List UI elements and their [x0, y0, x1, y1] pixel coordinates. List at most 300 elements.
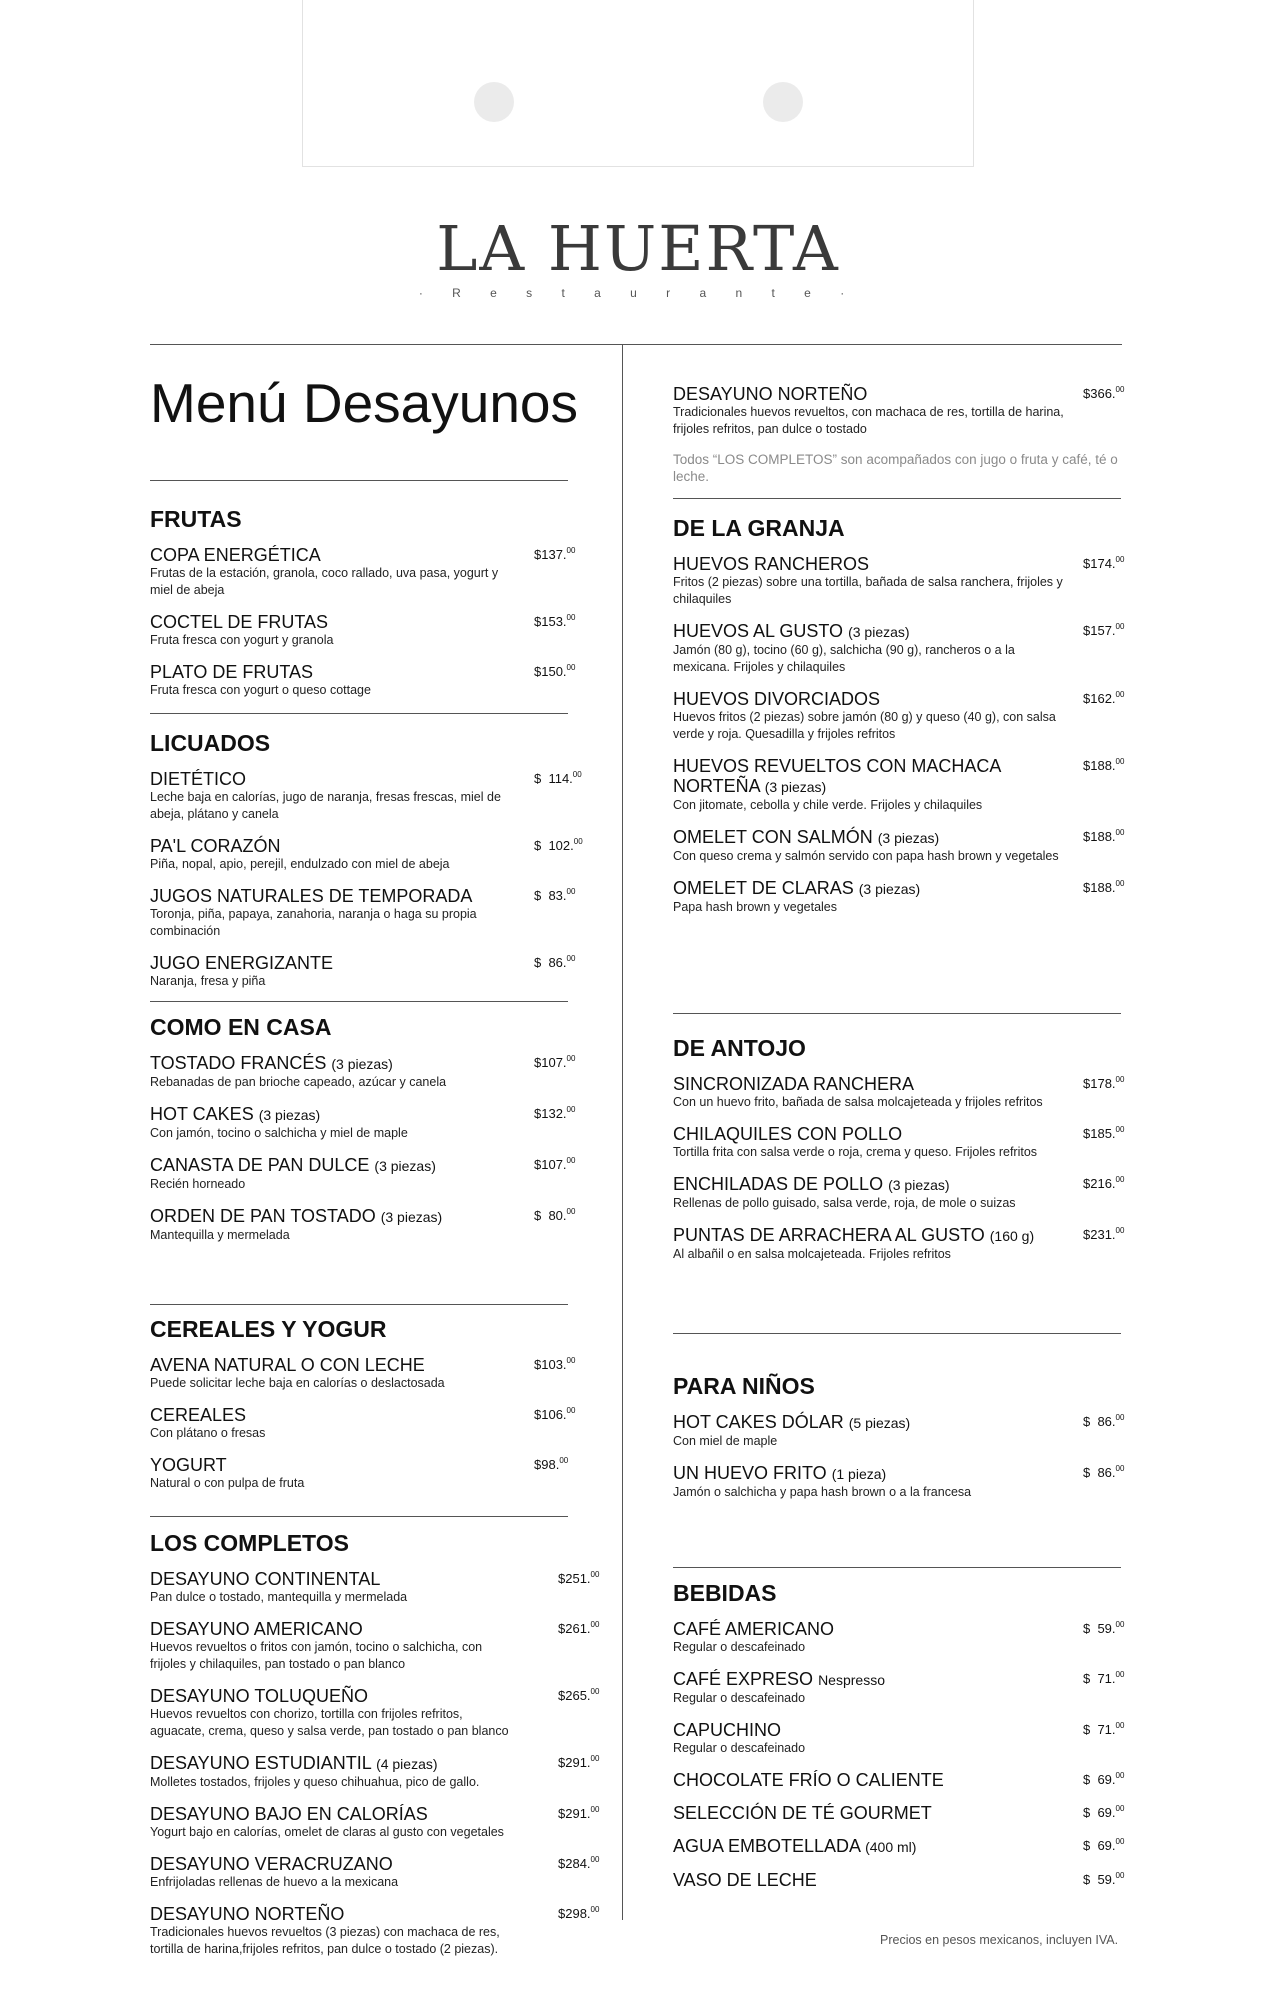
price-cents: 00	[566, 1406, 576, 1415]
brand-subtitle: · R e s t a u r a n t e ·	[418, 286, 858, 300]
menu-item-price	[1083, 757, 1124, 773]
page-title: Menú Desayunos	[150, 372, 579, 434]
menu-item	[673, 1803, 1125, 1823]
menu-item-description: Con miel de maple	[673, 1434, 778, 1448]
menu-item	[673, 827, 1125, 865]
price-cents: 00	[566, 613, 576, 622]
menu-item-price	[1083, 1125, 1124, 1141]
menu-item-description: Natural o con pulpa de fruta	[150, 1476, 305, 1490]
menu-item-name-text: ENCHILADAS DE POLLO	[673, 1174, 884, 1194]
price-value: $291.	[558, 1806, 591, 1821]
header-divider	[150, 344, 1122, 345]
menu-item	[673, 384, 1125, 438]
menu-item	[673, 1463, 1125, 1501]
price-cents: 00	[590, 1905, 600, 1914]
price-value: $ 86.	[1083, 1465, 1116, 1480]
menu-item	[673, 1412, 1125, 1450]
price-value: $ 83.	[534, 888, 567, 903]
menu-item-name	[150, 1804, 578, 1824]
menu-item-name	[673, 1412, 1125, 1433]
menu-item-price	[534, 1054, 575, 1070]
menu-item-description: Puede solicitar leche baja en calorías o deslactosada	[150, 1376, 445, 1390]
menu-item-price	[1083, 1871, 1124, 1887]
price-cents: 00	[1115, 1804, 1125, 1813]
menu-item-name	[673, 1225, 1125, 1246]
menu-item-price	[534, 1207, 575, 1223]
menu-item-description: Fritos (2 piezas) sobre una tortilla, bañada de salsa ranchera, frijoles y chilaquiles	[673, 575, 1063, 606]
price-value: $107.	[534, 1055, 567, 1070]
price-value: $ 86.	[534, 955, 567, 970]
menu-item	[150, 836, 583, 873]
menu-item-price	[534, 837, 583, 853]
price-cents: 00	[1115, 1464, 1125, 1473]
menu-item-qty: (1 pieza)	[831, 1466, 887, 1482]
menu-item	[673, 1770, 1125, 1790]
price-cents: 00	[590, 1620, 600, 1629]
price-value: $153.	[534, 614, 567, 629]
menu-item-name	[673, 1669, 1125, 1690]
menu-item-price	[1083, 1771, 1124, 1787]
menu-item-name-text: DESAYUNO TOLUQUEÑO	[150, 1686, 369, 1706]
menu-item-name-text: SINCRONIZADA RANCHERA	[673, 1074, 915, 1094]
brand-logo	[0, 212, 1276, 300]
menu-item-name	[150, 886, 578, 906]
section-title: FRUTAS	[150, 506, 242, 532]
menu-item-price	[1083, 622, 1124, 638]
price-cents: 00	[590, 1570, 600, 1579]
price-cents: 00	[1115, 828, 1125, 837]
section-divider	[150, 1516, 568, 1517]
menu-item-name	[673, 1619, 1125, 1639]
price-cents: 00	[1115, 385, 1125, 394]
menu-item-description: Regular o descafeinado	[673, 1691, 806, 1705]
price-value: $ 102.	[534, 838, 574, 853]
menu-item-name-text: ORDEN DE PAN TOSTADO	[150, 1206, 376, 1226]
menu-item-qty: (3 piezas)	[888, 1177, 950, 1193]
menu-item-name-text: CEREALES	[150, 1405, 247, 1425]
section-divider	[673, 1013, 1121, 1014]
menu-item-name	[150, 1405, 578, 1425]
menu-item-description: Mantequilla y mermelada	[150, 1228, 290, 1242]
price-value: $106.	[534, 1407, 567, 1422]
price-value: $188.	[1083, 880, 1116, 895]
price-cents: 00	[1115, 879, 1125, 888]
section-bebidas	[673, 1580, 1125, 1903]
header-placeholder-card	[302, 0, 974, 167]
price-cents: 00	[590, 1855, 600, 1864]
menu-item-price	[1083, 1837, 1124, 1853]
menu-item-description: Huevos fritos (2 piezas) sobre jamón (80 g) y queso (40 g), con salsa verde y roja. Quesadilla y frijoles refritos	[673, 710, 1056, 741]
menu-item-price	[1083, 1670, 1124, 1686]
menu-item-description: Con jitomate, cebolla y chile verde. Frijoles y chilaquiles	[673, 798, 983, 812]
price-value: $366.	[1083, 386, 1116, 401]
menu-item-name-text: HUEVOS DIVORCIADOS	[673, 689, 881, 709]
price-value: $132.	[534, 1106, 567, 1121]
menu-item-name-text: PLATO DE FRUTAS	[150, 662, 314, 682]
menu-item-name	[150, 545, 578, 565]
section-licuados	[150, 730, 583, 1003]
price-cents: 00	[1115, 757, 1125, 766]
menu-item-name	[150, 953, 578, 973]
menu-item	[673, 878, 1125, 916]
menu-item-price	[558, 1620, 599, 1636]
menu-item	[673, 1720, 1125, 1757]
price-value: $188.	[1083, 758, 1116, 773]
brand-name: LA HUERTA	[436, 212, 840, 285]
menu-item-name	[150, 662, 578, 682]
price-cents: 00	[1115, 1721, 1125, 1730]
menu-item-name	[673, 756, 1125, 797]
price-value: $ 71.	[1083, 1671, 1116, 1686]
menu-item-description: Huevos revueltos con chorizo, tortilla con frijoles refritos, aguacate, crema, queso y salsa verde, pan tostado o pan blanco	[150, 1707, 509, 1738]
price-cents: 00	[566, 546, 576, 555]
menu-item-description: Al albañil o en salsa molcajeteada. Frijoles refritos	[673, 1247, 951, 1261]
menu-item-name-text: CHILAQUILES CON POLLO	[673, 1124, 903, 1144]
menu-item-name-text: DESAYUNO VERACRUZANO	[150, 1854, 393, 1874]
menu-item-price	[1083, 879, 1124, 895]
price-value: $ 69.	[1083, 1838, 1116, 1853]
menu-item-description: Pan dulce o tostado, mantequilla y mermelada	[150, 1590, 408, 1604]
menu-item-qty: (3 piezas)	[374, 1158, 436, 1174]
menu-item-description: Regular o descafeinado	[673, 1640, 806, 1654]
section-title: DE ANTOJO	[673, 1035, 806, 1061]
price-value: $137.	[534, 547, 567, 562]
menu-item-description: Rebanadas de pan brioche capeado, azúcar y canela	[150, 1075, 447, 1089]
menu-item-name	[150, 769, 578, 789]
menu-item	[150, 1206, 578, 1244]
menu-item-name-text: DESAYUNO CONTINENTAL	[150, 1569, 381, 1589]
menu-item-name	[150, 1619, 578, 1639]
menu-item-price	[558, 1805, 599, 1821]
menu-item-price	[1083, 1620, 1124, 1636]
column-divider	[622, 344, 623, 1920]
section-title: LOS COMPLETOS	[150, 1530, 349, 1556]
menu-item-description: Regular o descafeinado	[673, 1741, 806, 1755]
section-como-en-casa	[150, 1014, 578, 1257]
menu-item	[673, 1669, 1125, 1707]
menu-item-price	[534, 1105, 575, 1121]
price-cents: 00	[573, 837, 583, 846]
price-cents: 00	[590, 1687, 600, 1696]
section-divider	[150, 1001, 568, 1002]
menu-item-name	[150, 1355, 578, 1375]
price-value: $162.	[1083, 691, 1116, 706]
menu-item-name	[673, 1174, 1125, 1195]
menu-item-name-text: VASO DE LECHE	[673, 1870, 817, 1890]
menu-item	[150, 1104, 578, 1142]
menu-item	[673, 689, 1125, 743]
menu-item-name-text: PUNTAS DE ARRACHERA AL GUSTO	[673, 1225, 985, 1245]
section-title: LICUADOS	[150, 730, 271, 756]
menu-item-name-text: COPA ENERGÉTICA	[150, 545, 321, 565]
menu-item-description: Huevos revueltos o fritos con jamón, tocino o salchicha, con frijoles y chilaquiles, pan tostado o pan blanco	[150, 1640, 483, 1671]
menu-item-price	[558, 1855, 599, 1871]
menu-item-description: Con queso crema y salmón servido con papa hash brown y vegetales	[673, 849, 1059, 863]
price-cents: 00	[572, 770, 582, 779]
section-granja	[673, 515, 1125, 929]
menu-item	[150, 612, 578, 649]
price-value: $ 114.	[534, 771, 573, 786]
menu-item-description: Con jamón, tocino o salchicha y miel de maple	[150, 1126, 408, 1140]
menu-item	[673, 756, 1125, 814]
menu-item-description: Con un huevo frito, bañada de salsa molcajeteada y frijoles refritos	[673, 1095, 1043, 1109]
menu-item-name	[150, 1455, 578, 1475]
menu-item	[150, 1686, 600, 1740]
menu-item-name-text: OMELET CON SALMÓN	[673, 827, 873, 847]
section-cereales	[150, 1316, 578, 1505]
menu-item-description: Con plátano o fresas	[150, 1426, 266, 1440]
menu-item-description: Papa hash brown y vegetales	[673, 900, 837, 914]
section-title: DE LA GRANJA	[673, 515, 845, 541]
menu-item-price	[534, 663, 575, 679]
price-value: $103.	[534, 1357, 567, 1372]
menu-item-name	[150, 1753, 578, 1774]
price-value: $231.	[1083, 1227, 1116, 1242]
menu-item-description: Tradicionales huevos revueltos (3 piezas) con machaca de res, tortilla de harina,frijoles refritos, pan dulce o tostado (2 piezas).	[150, 1925, 500, 1956]
menu-item-name	[150, 1569, 578, 1589]
menu-item-price	[1083, 690, 1124, 706]
menu-item	[150, 1053, 578, 1091]
menu-item-price	[1083, 1804, 1124, 1820]
price-value: $107.	[534, 1157, 567, 1172]
menu-item-name	[673, 1720, 1125, 1740]
price-value: $150.	[534, 664, 567, 679]
menu-item-price	[534, 954, 575, 970]
price-cents: 00	[566, 1207, 576, 1216]
menu-item-description: Tradicionales huevos revueltos, con machaca de res, tortilla de harina, frijoles refritos, pan dulce o tostado	[673, 405, 1064, 436]
menu-item-price	[1083, 1175, 1124, 1191]
menu-item-name	[673, 827, 1125, 848]
menu-item-description: Toronja, piña, papaya, zanahoria, naranja o haga su propia combinación	[150, 907, 477, 938]
menu-item-name	[150, 1155, 578, 1176]
menu-item-name-text: HUEVOS REVUELTOS CON MACHACA NORTEÑA	[673, 756, 1001, 796]
menu-item-name-text: PA'L CORAZÓN	[150, 836, 281, 856]
menu-item-name	[150, 1686, 578, 1706]
menu-item-price	[558, 1570, 599, 1586]
section-norteno-top	[673, 384, 1125, 485]
menu-item-price	[1083, 1075, 1124, 1091]
menu-item-qty: (3 piezas)	[258, 1107, 321, 1123]
price-cents: 00	[566, 954, 576, 963]
menu-item-qty: (3 piezas)	[331, 1056, 393, 1072]
menu-item-price	[534, 887, 575, 903]
menu-item-name-text: JUGOS NATURALES DE TEMPORADA	[150, 886, 473, 906]
menu-item-price	[534, 1406, 575, 1422]
menu-item-description: Molletes tostados, frijoles y queso chihuahua, pico de gallo.	[150, 1775, 480, 1789]
menu-item-price	[534, 546, 575, 562]
menu-item-name-text: AGUA EMBOTELLADA	[673, 1836, 861, 1856]
menu-item	[150, 1455, 578, 1492]
price-value: $174.	[1083, 556, 1116, 571]
menu-item-description: Yogurt bajo en calorías, omelet de claras al gusto con vegetales	[150, 1825, 504, 1839]
price-value: $ 59.	[1083, 1872, 1116, 1887]
menu-item	[150, 545, 578, 599]
price-cents: 00	[1115, 1771, 1125, 1780]
price-cents: 00	[1115, 1175, 1125, 1184]
section-antojo	[673, 1035, 1125, 1276]
price-cents: 00	[1115, 1125, 1125, 1134]
price-cents: 00	[1115, 555, 1125, 564]
menu-item-name-text: CAFÉ AMERICANO	[673, 1619, 835, 1639]
menu-item-name	[673, 1463, 1125, 1484]
menu-item-price	[1083, 385, 1124, 401]
price-value: $261.	[558, 1621, 591, 1636]
menu-item	[150, 886, 578, 940]
menu-item-name-text: DESAYUNO NORTEÑO	[673, 384, 868, 404]
price-value: $ 69.	[1083, 1772, 1116, 1787]
menu-item-name	[150, 1904, 578, 1924]
menu-item-price	[1083, 555, 1124, 571]
menu-item-qty: (3 piezas)	[858, 881, 921, 897]
menu-item-description: Jamón o salchicha y papa hash brown o a la francesa	[673, 1485, 972, 1499]
menu-item-qty: (400 ml)	[865, 1839, 917, 1855]
menu-item-description: Naranja, fresa y piña	[150, 974, 266, 988]
price-value: $265.	[558, 1688, 591, 1703]
price-value: $ 86.	[1083, 1414, 1116, 1429]
menu-item-name-text: DESAYUNO AMERICANO	[150, 1619, 363, 1639]
menu-item-name-text: TOSTADO FRANCÉS	[150, 1053, 327, 1073]
price-cents: 00	[1115, 622, 1125, 631]
menu-item-name	[150, 1053, 578, 1074]
menu-item-name	[673, 1836, 1125, 1857]
menu-item-description: Rellenas de pollo guisado, salsa verde, roja, de mole o suizas	[673, 1196, 1016, 1210]
circle-placeholder-icon	[763, 82, 803, 122]
menu-item-price	[1083, 1721, 1124, 1737]
menu-item-name-text: HUEVOS AL GUSTO	[673, 621, 844, 641]
section-divider	[150, 1304, 568, 1305]
menu-item-name	[673, 878, 1125, 899]
menu-item-qty: (160 g)	[989, 1228, 1035, 1244]
menu-item	[673, 1174, 1125, 1212]
menu-item-name	[673, 1770, 1125, 1790]
menu-item-price	[534, 1356, 575, 1372]
price-value: $ 71.	[1083, 1722, 1116, 1737]
menu-item	[150, 1804, 600, 1841]
menu-item	[673, 1836, 1125, 1857]
menu-item-description: Fruta fresca con yogurt y granola	[150, 633, 334, 647]
menu-item	[673, 1124, 1125, 1161]
menu-item-name-text: HUEVOS RANCHEROS	[673, 554, 870, 574]
menu-item-name	[673, 621, 1125, 642]
price-value: $157.	[1083, 623, 1116, 638]
price-cents: 00	[566, 1156, 576, 1165]
menu-item-price	[1083, 828, 1124, 844]
menu-item	[150, 1155, 578, 1193]
menu-item	[673, 621, 1125, 676]
menu-item-price	[534, 1456, 568, 1472]
price-cents: 00	[566, 1356, 576, 1365]
menu-item	[150, 1405, 578, 1442]
menu-item-name	[150, 836, 578, 856]
menu-item-name	[673, 1124, 1125, 1144]
price-value: $298.	[558, 1906, 591, 1921]
menu-item-name-text: DESAYUNO BAJO EN CALORÍAS	[150, 1804, 428, 1824]
price-value: $ 59.	[1083, 1621, 1116, 1636]
price-cents: 00	[1115, 1226, 1125, 1235]
menu-item-description: Jamón (80 g), tocino (60 g), salchicha (90 g), rancheros o a la mexicana. Frijoles y chilaquiles	[673, 643, 1015, 674]
price-cents: 00	[566, 663, 576, 672]
menu-item-price	[534, 613, 575, 629]
menu-item-name-text: DESAYUNO ESTUDIANTIL	[150, 1753, 372, 1773]
menu-item-name	[673, 384, 1125, 404]
menu-item-description: Tortilla frita con salsa verde o roja, crema y queso. Frijoles refritos	[673, 1145, 1038, 1159]
price-value: $ 69.	[1083, 1805, 1116, 1820]
price-cents: 00	[590, 1754, 600, 1763]
circle-placeholder-icon	[474, 82, 514, 122]
section-title: PARA NIÑOS	[673, 1373, 815, 1399]
price-value: $ 80.	[534, 1208, 567, 1223]
section-divider	[150, 713, 568, 714]
menu-item-qty: Nespresso	[818, 1672, 885, 1688]
menu-item-qty: (3 piezas)	[877, 830, 940, 846]
menu-item-name	[673, 689, 1125, 709]
menu-item	[150, 662, 578, 699]
price-value: $178.	[1083, 1076, 1116, 1091]
section-divider	[673, 1567, 1121, 1568]
menu-item-name	[673, 554, 1125, 574]
price-cents: 00	[1115, 1413, 1125, 1422]
menu-item	[150, 769, 582, 823]
menu-item	[150, 1569, 600, 1606]
price-cents: 00	[566, 1054, 576, 1063]
menu-item-description: Fruta fresca con yogurt o queso cottage	[150, 683, 371, 697]
price-value: $284.	[558, 1856, 591, 1871]
menu-item-name	[150, 1206, 578, 1227]
menu-item-price	[534, 1156, 575, 1172]
price-value: $188.	[1083, 829, 1116, 844]
price-cents: 00	[1115, 690, 1125, 699]
price-cents: 00	[566, 1105, 576, 1114]
section-divider	[673, 498, 1121, 499]
menu-item-price	[534, 770, 582, 786]
menu-item-name	[673, 1803, 1125, 1823]
menu-item-name	[150, 1854, 578, 1874]
price-value: $291.	[558, 1755, 591, 1770]
menu-item	[673, 1074, 1125, 1111]
menu-item-description: Enfrijoladas rellenas de huevo a la mexicana	[150, 1875, 399, 1889]
menu-item-price	[1083, 1464, 1124, 1480]
menu-item-name-text: DESAYUNO NORTEÑO	[150, 1904, 345, 1924]
menu-item-name	[673, 1074, 1125, 1094]
menu-item-name-text: CANASTA DE PAN DULCE	[150, 1155, 370, 1175]
menu-item-name-text: OMELET DE CLARAS	[673, 878, 854, 898]
price-cents: 00	[1115, 1075, 1125, 1084]
menu-item-name-text: JUGO ENERGIZANTE	[150, 953, 334, 973]
menu-item-price	[558, 1687, 599, 1703]
section-divider	[150, 480, 568, 481]
menu-item	[150, 953, 578, 990]
menu-item	[150, 1619, 600, 1673]
menu-item-qty: (3 piezas)	[848, 624, 910, 640]
menu-item-price	[1083, 1413, 1124, 1429]
price-value: $251.	[558, 1571, 591, 1586]
menu-item-name-text: DIETÉTICO	[150, 769, 247, 789]
price-cents: 00	[1115, 1871, 1125, 1880]
menu-item-name-text: YOGURT	[150, 1455, 227, 1475]
section-completos	[150, 1530, 600, 1971]
menu-item	[150, 1904, 600, 1958]
price-value: $185.	[1083, 1126, 1116, 1141]
menu-item-name-text: CHOCOLATE FRÍO O CALIENTE	[673, 1770, 944, 1790]
menu-item-price	[1083, 1226, 1124, 1242]
section-divider	[673, 1333, 1121, 1334]
menu-item	[150, 1854, 600, 1891]
menu-item	[150, 1355, 578, 1392]
completos-note: Todos “LOS COMPLETOS” son acompañados con jugo o fruta y café, té o leche.	[673, 452, 1118, 484]
menu-item-description: Frutas de la estación, granola, coco rallado, uva pasa, yogurt y miel de abeja	[150, 566, 499, 597]
menu-item-name	[673, 1870, 1125, 1890]
section-title: CEREALES Y YOGUR	[150, 1316, 387, 1342]
